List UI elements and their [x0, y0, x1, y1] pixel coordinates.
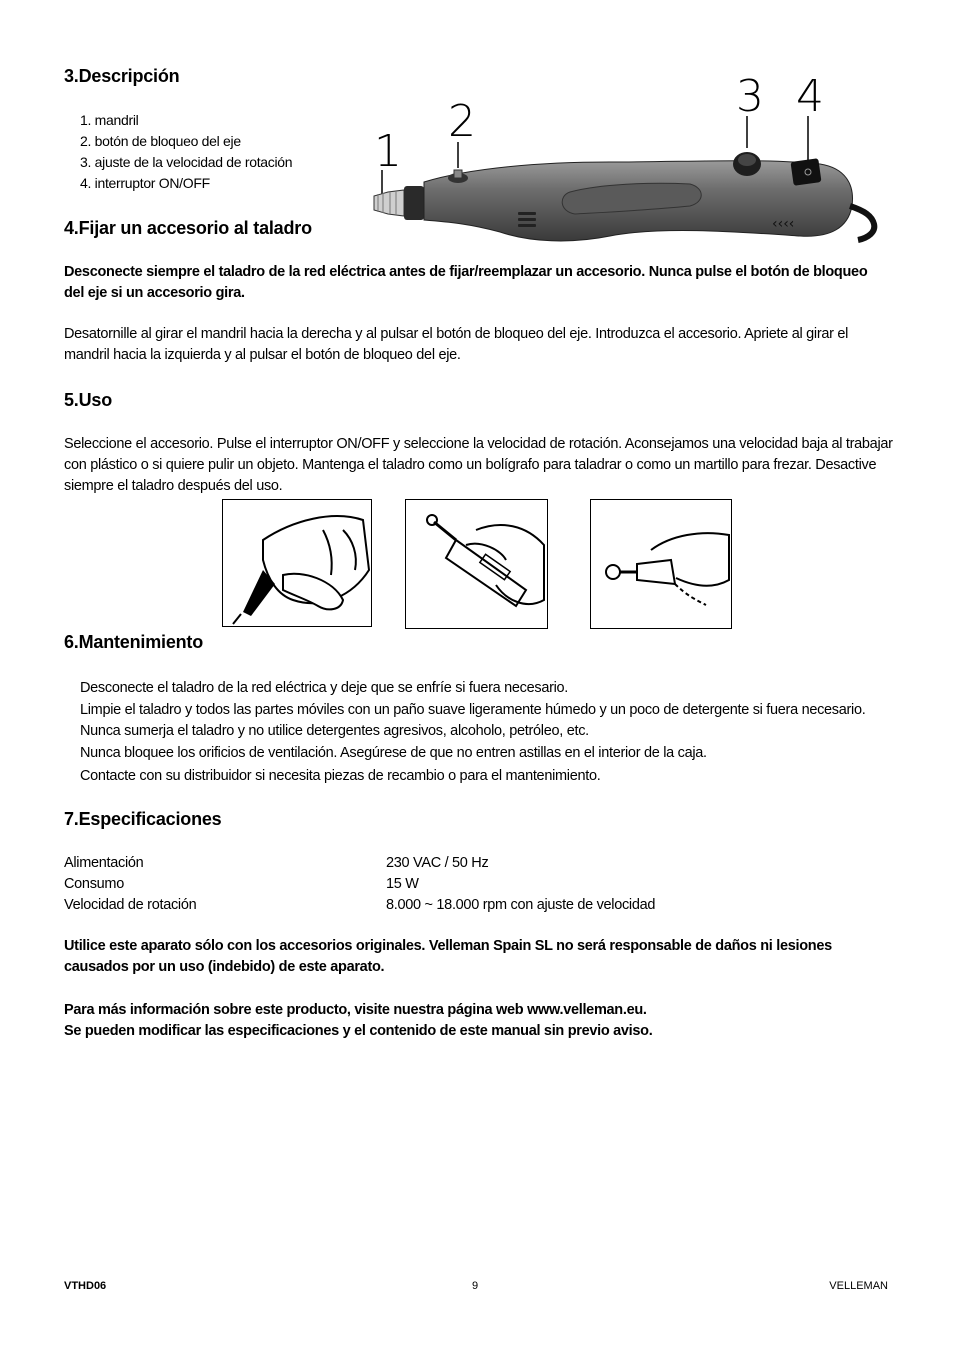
list-item: 4. interruptor ON/OFF: [80, 175, 210, 191]
section-4-title: 4.Fijar un accesorio al taladro: [64, 218, 312, 238]
paragraph: Seleccione el accesorio. Pulse el interruptor ON/OFF y seleccione la velocidad de rotación. Aconsejamos una velocidad baja al trabajar con plástico o si quiere pulir un objeto. Mantenga el taladro como un bolígrafo para taladrar o como un martillo para frezar. Desactive siempre el taladro después del uso.: [64, 436, 893, 494]
info-text: Para más información sobre este producto, visite nuestra página web www.velleman.eu.: [64, 1002, 647, 1018]
usage-image-drilling: [222, 499, 372, 627]
section-6-title: 6.Mantenimiento: [64, 632, 204, 652]
notice-text: Utilice este aparato sólo con los accesorios originales. Velleman Spain SL no será responsable de daños ni lesiones causados por un uso (indebido) de este aparato.: [64, 938, 832, 975]
spec-value: 230 VAC / 50 Hz: [386, 855, 489, 871]
spec-label: Alimentación: [64, 855, 144, 871]
spec-value: 8.000 ~ 18.000 rpm con ajuste de velocidad: [386, 897, 656, 913]
spec-label: Consumo: [64, 876, 124, 892]
usage-image-polishing: [590, 499, 732, 629]
list-item: Nunca bloquee los orificios de ventilación. Asegúrese de que no entren astillas en el interior de la caja.: [80, 745, 707, 761]
footer-model: VTHD06: [64, 1280, 107, 1292]
section-3-title: 3.Descripción: [64, 66, 180, 86]
spec-label: Velocidad de rotación: [64, 897, 197, 913]
section-7-title: 7.Especificaciones: [64, 809, 222, 829]
paragraph: Desatornille al girar el mandril hacia la derecha y al pulsar el botón de bloqueo del eje. Introduzca el accesorio. Apriete al girar el mandril hacia la izquierda y al pulsar el botón de bloqueo del eje.: [64, 326, 849, 363]
list-item: Limpie el taladro y todos las partes móviles con un paño suave ligeramente húmedo y un poco de detergente si fuera necesario. Nunca sumerja el taladro y no utilice detergentes agresivos, alcoholo, petróleo, etc.: [80, 702, 866, 739]
list-item: 2. botón de bloqueo del eje: [80, 133, 241, 149]
figure-label-1: 1: [374, 126, 402, 177]
footer-brand: VELLEMAN: [829, 1280, 888, 1292]
list-item: Contacte con su distribuidor si necesita piezas de recambio o para el mantenimiento.: [80, 768, 601, 784]
list-item: Desconecte el taladro de la red eléctrica y deje que se enfríe si fuera necesario.: [80, 680, 569, 696]
figure-label-4: 4: [796, 71, 824, 122]
footer-page-number: 9: [472, 1280, 479, 1292]
list-item: 3. ajuste de la velocidad de rotación: [80, 154, 293, 170]
usage-image-grip: [405, 499, 548, 629]
svg-text:‹‹‹‹: ‹‹‹‹: [772, 216, 795, 232]
figure-label-2: 2: [448, 96, 476, 147]
section-5-title: 5.Uso: [64, 390, 113, 410]
info-text: Se pueden modificar las especificaciones y el contenido de este manual sin previo aviso.: [64, 1023, 653, 1039]
figure-label-3: 3: [736, 71, 764, 122]
warning-text: Desconecte siempre el taladro de la red eléctrica antes de fijar/reemplazar un accesorio. Nunca pulse el botón de bloqueo del eje si un accesorio gira.: [64, 264, 868, 301]
list-item: 1. mandril: [80, 112, 139, 128]
rotary-tool-figure: [360, 66, 890, 246]
spec-value: 15 W: [386, 876, 419, 892]
